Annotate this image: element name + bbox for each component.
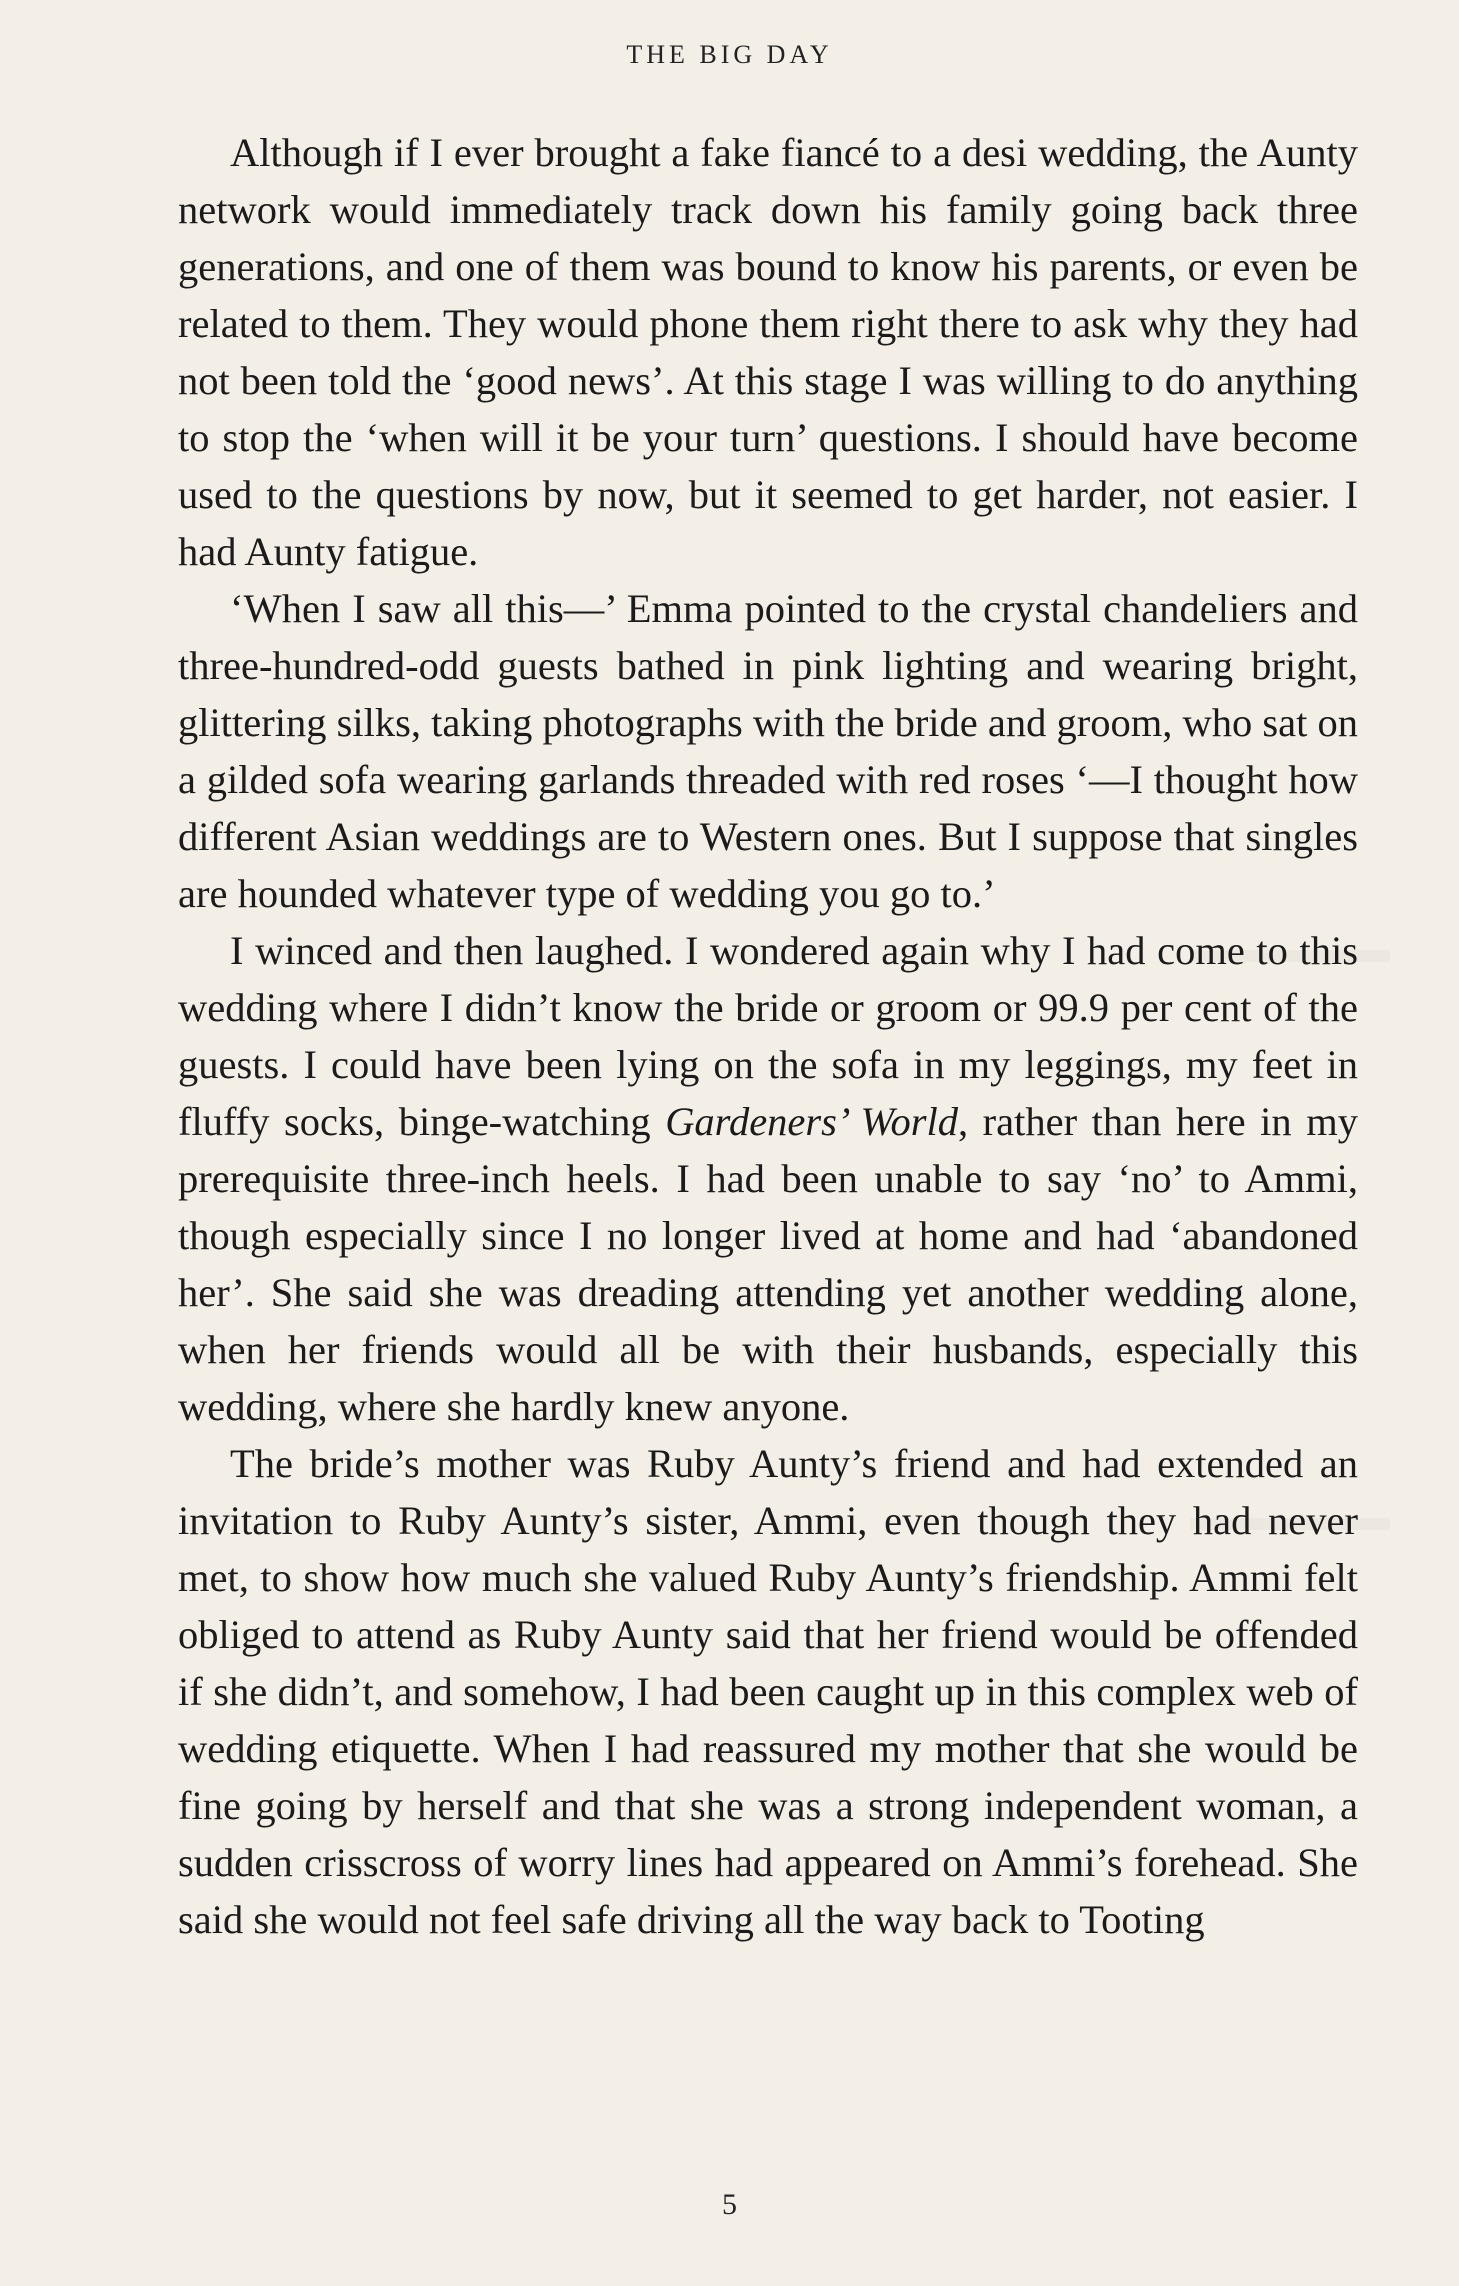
- running-head: THE BIG DAY: [626, 40, 833, 69]
- paragraph-3: [178, 922, 1358, 1435]
- paragraph-3-text-b: , rather than here in my prerequisite three-inch heels. I had been unable to say ‘no’ to Ammi, though especially since I no longer lived at home and had ‘abandoned her’. She said she was dreading attending yet another wedding alone, when her friends would all be with their husbands, especially this wedding, where she hardly knew anyone.: [178, 1099, 1358, 1429]
- paragraph-2: ‘When I saw all this—’ Emma pointed to the crystal chandeliers and three-hundred-odd guests bathed in pink lighting and wearing bright, glittering silks, taking photographs with the bride and groom, who sat on a gilded sofa wearing garlands threaded with red roses ‘—I thought how different Asian weddings are to Western ones. But I suppose that singles are hounded whatever type of wedding you go to.’: [178, 586, 1358, 916]
- page-number: 5: [722, 2188, 737, 2221]
- body-text: [178, 124, 1358, 1948]
- paragraph-1: Although if I ever brought a fake fiancé to a desi wedding, the Aunty network would immediately track down his family going back three generations, and one of them was bound to know his parents, or even be related to them. They would phone them right there to ask why they had not been told the ‘good news’. At this stage I was willing to do anything to stop the ‘when will it be your turn’ questions. I should have become used to the questions by now, but it seemed to get harder, not easier. I had Aunty fatigue.: [178, 130, 1358, 574]
- paragraph-3-text-a: I winced and then laughed. I wondered again why I had come to this wedding where I didn’t know the bride or groom or 99.9 per cent of the guests. I could have been lying on the sofa in my leggings, my feet in fluffy socks, binge-watching: [178, 928, 1358, 1144]
- tv-show-title: Gardeners’ World: [665, 1099, 958, 1144]
- paragraph-4: The bride’s mother was Ruby Aunty’s friend and had extended an invitation to Ruby Aunty’s sister, Ammi, even though they had never met, to show how much she valued Ruby Aunty’s friendship. Ammi felt obliged to attend as Ruby Aunty said that her friend would be offended if she didn’t, and somehow, I had been caught up in this complex web of wedding etiquette. When I had reassured my mother that she would be fine going by herself and that she was a strong independent woman, a sudden crisscross of worry lines had appeared on Ammi’s forehead. She said she would not feel safe driving all the way back to Tooting: [178, 1441, 1358, 1942]
